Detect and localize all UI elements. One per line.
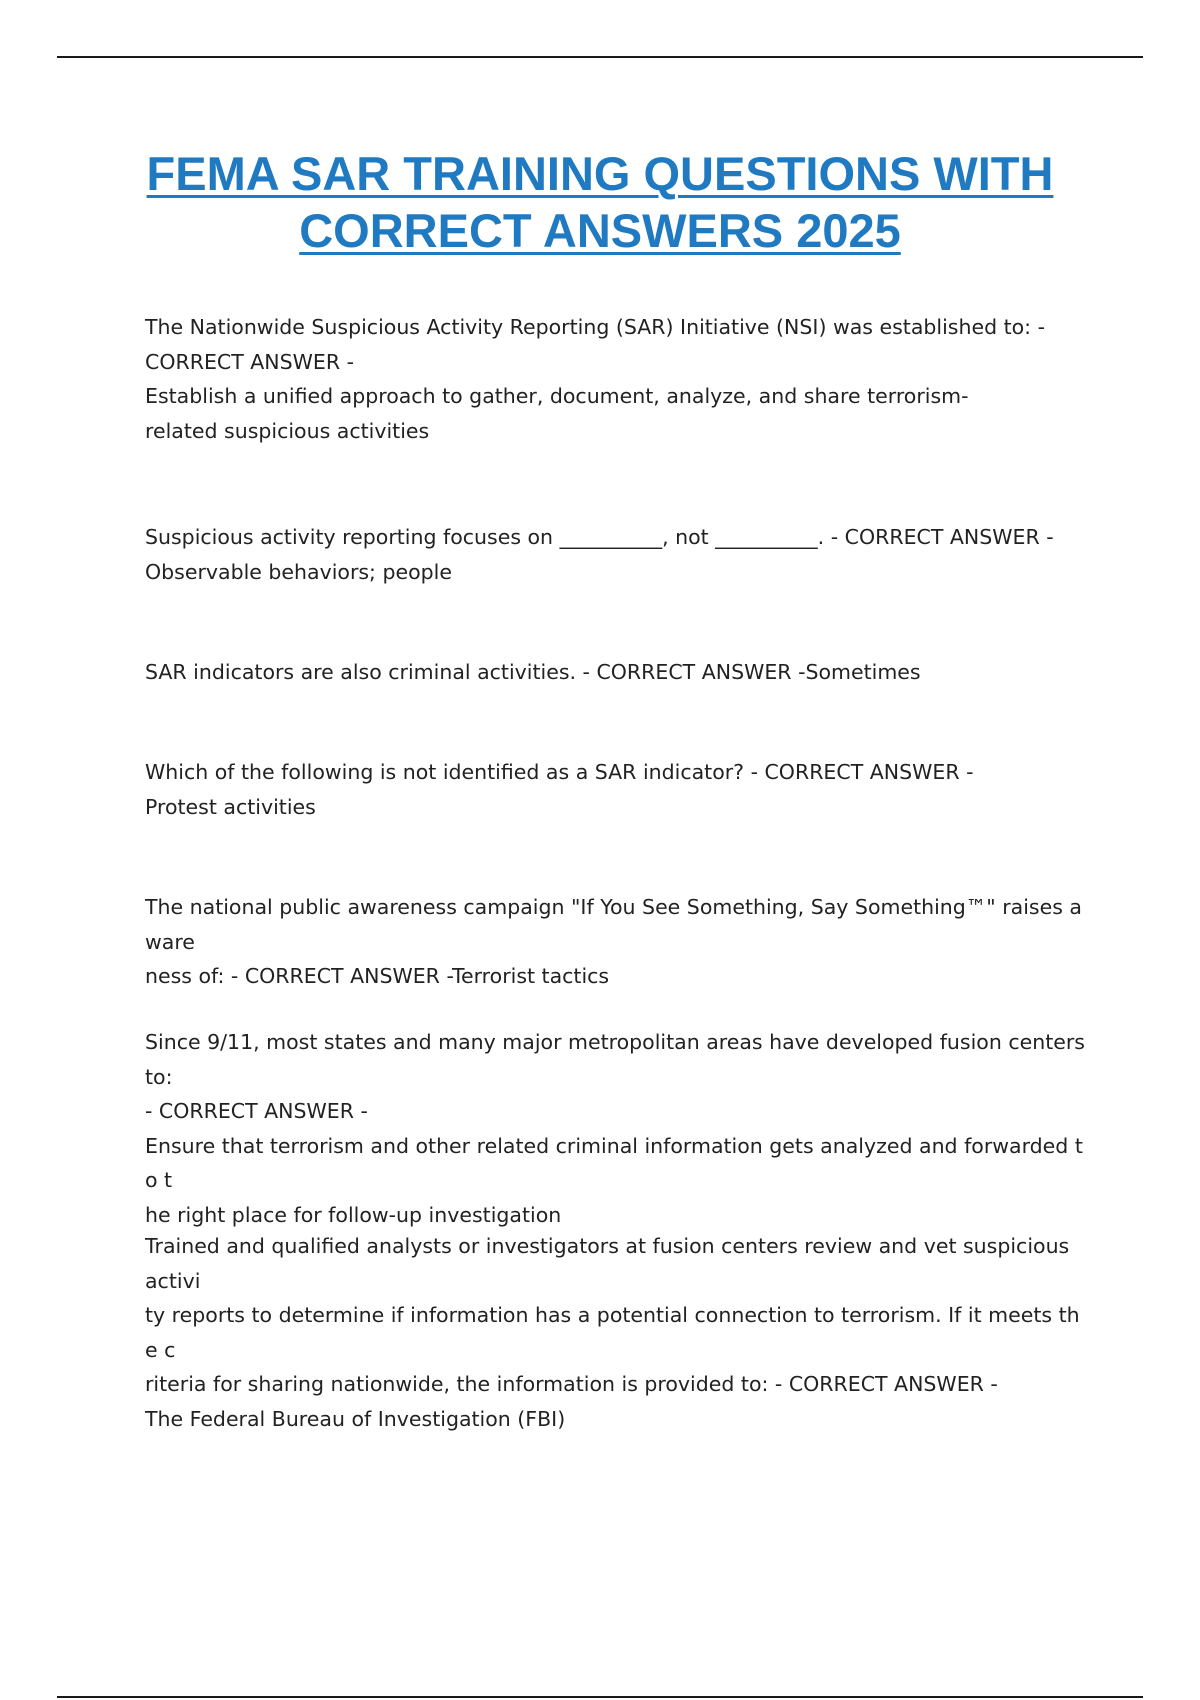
qa-item-2: Suspicious activity reporting focuses on __________, not __________. - CORRECT ANSWER - Observable behaviors; people (145, 525, 1054, 584)
top-rule (57, 56, 1143, 58)
bottom-rule (57, 1696, 1143, 1698)
qa-item-3: SAR indicators are also criminal activities. - CORRECT ANSWER -Sometimes (145, 660, 921, 684)
qa-item-5: The national public awareness campaign "If You See Something, Say Something™" raises aware ness of: - CORRECT ANSWER -Terrorist tactics (145, 895, 1082, 988)
document-title (100, 145, 1100, 259)
qa-item-7: Trained and qualified analysts or investigators at fusion centers review and vet suspicious activi ty reports to determine if information has a potential connection to terrorism. If it meets the c riteria for sharing nationwide, the information is provided to: - CORRECT ANSWER - The Federal Bureau of Investigation (FBI) (145, 1234, 1080, 1431)
qa-item-6: Since 9/11, most states and many major metropolitan areas have developed fusion centers to: - CORRECT ANSWER - Ensure that terrorism and other related criminal information gets analyzed and forwarded to t he right place for follow-up investigation (145, 1030, 1085, 1227)
qa-item-4: Which of the following is not identified as a SAR indicator? - CORRECT ANSWER - Protest activities (145, 760, 974, 819)
qa-item-1: The Nationwide Suspicious Activity Reporting (SAR) Initiative (NSI) was established to: - CORRECT ANSWER - Establish a unified approach to gather, document, analyze, and share terrorism- related suspicious activities (145, 315, 1045, 443)
title-line-1: FEMA SAR TRAINING QUESTIONS WITH (146, 147, 1054, 200)
title-line-2: CORRECT ANSWERS 2025 (299, 204, 901, 257)
